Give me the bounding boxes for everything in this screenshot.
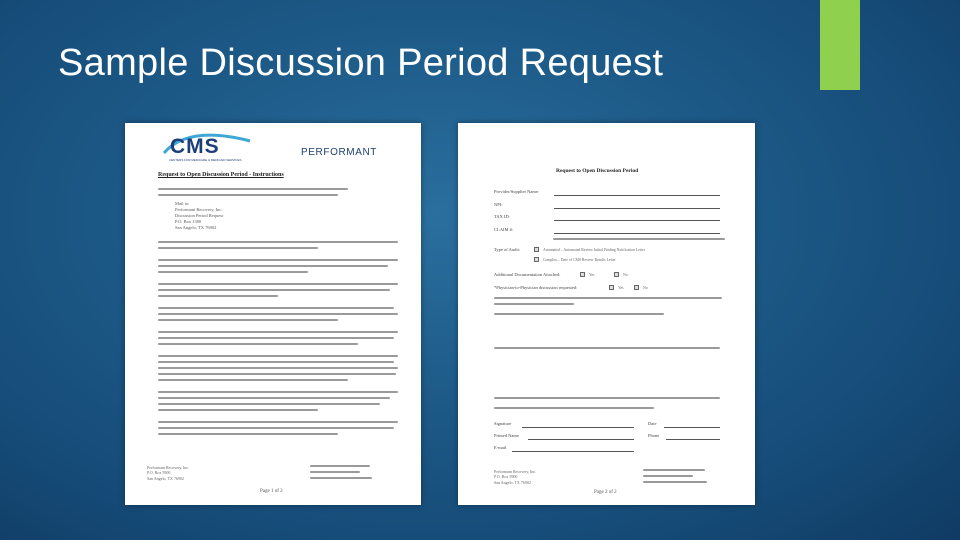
audit-type-label: Type of Audit: [494, 247, 521, 252]
text-line [158, 343, 358, 345]
document-page-2 [458, 123, 755, 505]
text-line [494, 407, 654, 409]
text-line [158, 271, 308, 273]
address-line: San Angelo, TX 76902 [175, 225, 217, 230]
text-line [158, 427, 394, 429]
text-line [310, 477, 372, 479]
date-line[interactable] [664, 427, 720, 428]
claim-line[interactable] [554, 233, 720, 234]
text-line [494, 303, 574, 305]
p2p-no-checkbox[interactable] [634, 285, 639, 290]
text-line [158, 331, 398, 333]
p2p-label: *Physician-to-Physician discussion requested: [494, 285, 578, 290]
email-label: E-mail [494, 445, 507, 450]
footer-line: Performant Recovery, Inc. [147, 465, 190, 470]
request-heading: Request to Open Discussion Period [556, 168, 639, 174]
text-line [158, 355, 398, 357]
text-line [643, 475, 693, 477]
footer-line: Performant Recovery, Inc. [494, 469, 537, 474]
cms-logo-subtext: CENTERS FOR MEDICARE & MEDICAID SERVICES [169, 158, 242, 162]
text-line [553, 238, 725, 240]
text-line [158, 188, 348, 190]
phone-label: Phone [648, 433, 660, 438]
email-line[interactable] [512, 451, 634, 452]
text-line [158, 313, 398, 315]
phone-line[interactable] [666, 439, 720, 440]
instructions-heading: Request to Open Discussion Period - Instructions [158, 172, 284, 178]
printed-name-label: Printed Name [494, 433, 519, 438]
text-line [158, 337, 394, 339]
mail-address [175, 201, 223, 231]
text-line [158, 247, 318, 249]
text-line [158, 241, 398, 243]
tax-id-label: TAX ID: [494, 214, 511, 219]
text-line [158, 283, 398, 285]
additional-docs-label: Additional Documentation Attached: [494, 272, 561, 277]
text-line [158, 397, 390, 399]
address-line: P.O. Box 1300 [175, 219, 202, 224]
page-number: Page 2 of 2 [594, 490, 617, 495]
footer-line: P.O. Box 5900 [494, 474, 518, 480]
footer-line: P.O. Box 5900 [147, 470, 171, 476]
signature-line[interactable] [522, 427, 634, 428]
audit-automated-option: Automated – Automated Review Initial Finding Notification Letter [543, 248, 645, 252]
address-line: Performant Recovery, Inc. [175, 207, 223, 212]
text-line [310, 465, 370, 467]
tax-id-line[interactable] [554, 220, 720, 221]
footer-line: San Angelo, TX 76902 [494, 479, 531, 485]
text-line [494, 297, 722, 299]
text-line [158, 265, 388, 267]
text-line [158, 433, 338, 435]
text-line [158, 295, 278, 297]
additional-docs-no: No [623, 273, 628, 277]
p2p-no: No [643, 286, 648, 290]
text-line [158, 361, 394, 363]
claim-label: CLAIM #: [494, 227, 514, 232]
address-line: Discussion Period Request [175, 213, 224, 218]
audit-complex-checkbox[interactable] [534, 257, 539, 262]
audit-complex-option: Complex – Date of CMS Review Results Letter [543, 258, 616, 262]
text-line [158, 409, 318, 411]
text-line [643, 469, 705, 471]
text-line [158, 367, 398, 369]
footer-address [147, 465, 189, 481]
npi-label: NPI: [494, 202, 503, 207]
cms-logo-text: CMS [170, 135, 220, 158]
text-line [310, 471, 360, 473]
footer-address [494, 469, 536, 485]
text-line [494, 313, 664, 315]
p2p-yes-checkbox[interactable] [609, 285, 614, 290]
text-line [158, 307, 394, 309]
p2p-yes: Yes [618, 286, 624, 290]
text-line [158, 259, 398, 261]
text-line [158, 421, 398, 423]
text-line [158, 391, 398, 393]
slide-title: Sample Discussion Period Request [58, 42, 664, 84]
printed-name-line[interactable] [528, 439, 634, 440]
page-number: Page 1 of 2 [260, 489, 283, 494]
footer-line: San Angelo, TX 76902 [147, 475, 184, 481]
additional-docs-yes: Yes [589, 273, 595, 277]
additional-docs-yes-checkbox[interactable] [580, 272, 585, 277]
text-line [158, 319, 338, 321]
npi-line[interactable] [554, 208, 720, 209]
text-line [158, 289, 390, 291]
audit-automated-checkbox[interactable] [534, 247, 539, 252]
date-label: Date [648, 421, 657, 426]
text-line [494, 397, 720, 399]
text-line [158, 194, 338, 196]
text-line [643, 481, 707, 483]
text-line [158, 373, 396, 375]
text-line [158, 379, 348, 381]
text-line [494, 347, 720, 349]
provider-name-label: Provider/Supplier Name: [494, 189, 540, 194]
provider-name-line[interactable] [554, 195, 720, 196]
address-line: Mail to: [175, 201, 190, 206]
performant-logo: PERFORMANT [301, 147, 377, 158]
text-line [158, 403, 380, 405]
accent-bar [820, 0, 860, 90]
document-page-1 [125, 123, 421, 505]
additional-docs-no-checkbox[interactable] [614, 272, 619, 277]
signature-label: Signature [494, 421, 512, 426]
